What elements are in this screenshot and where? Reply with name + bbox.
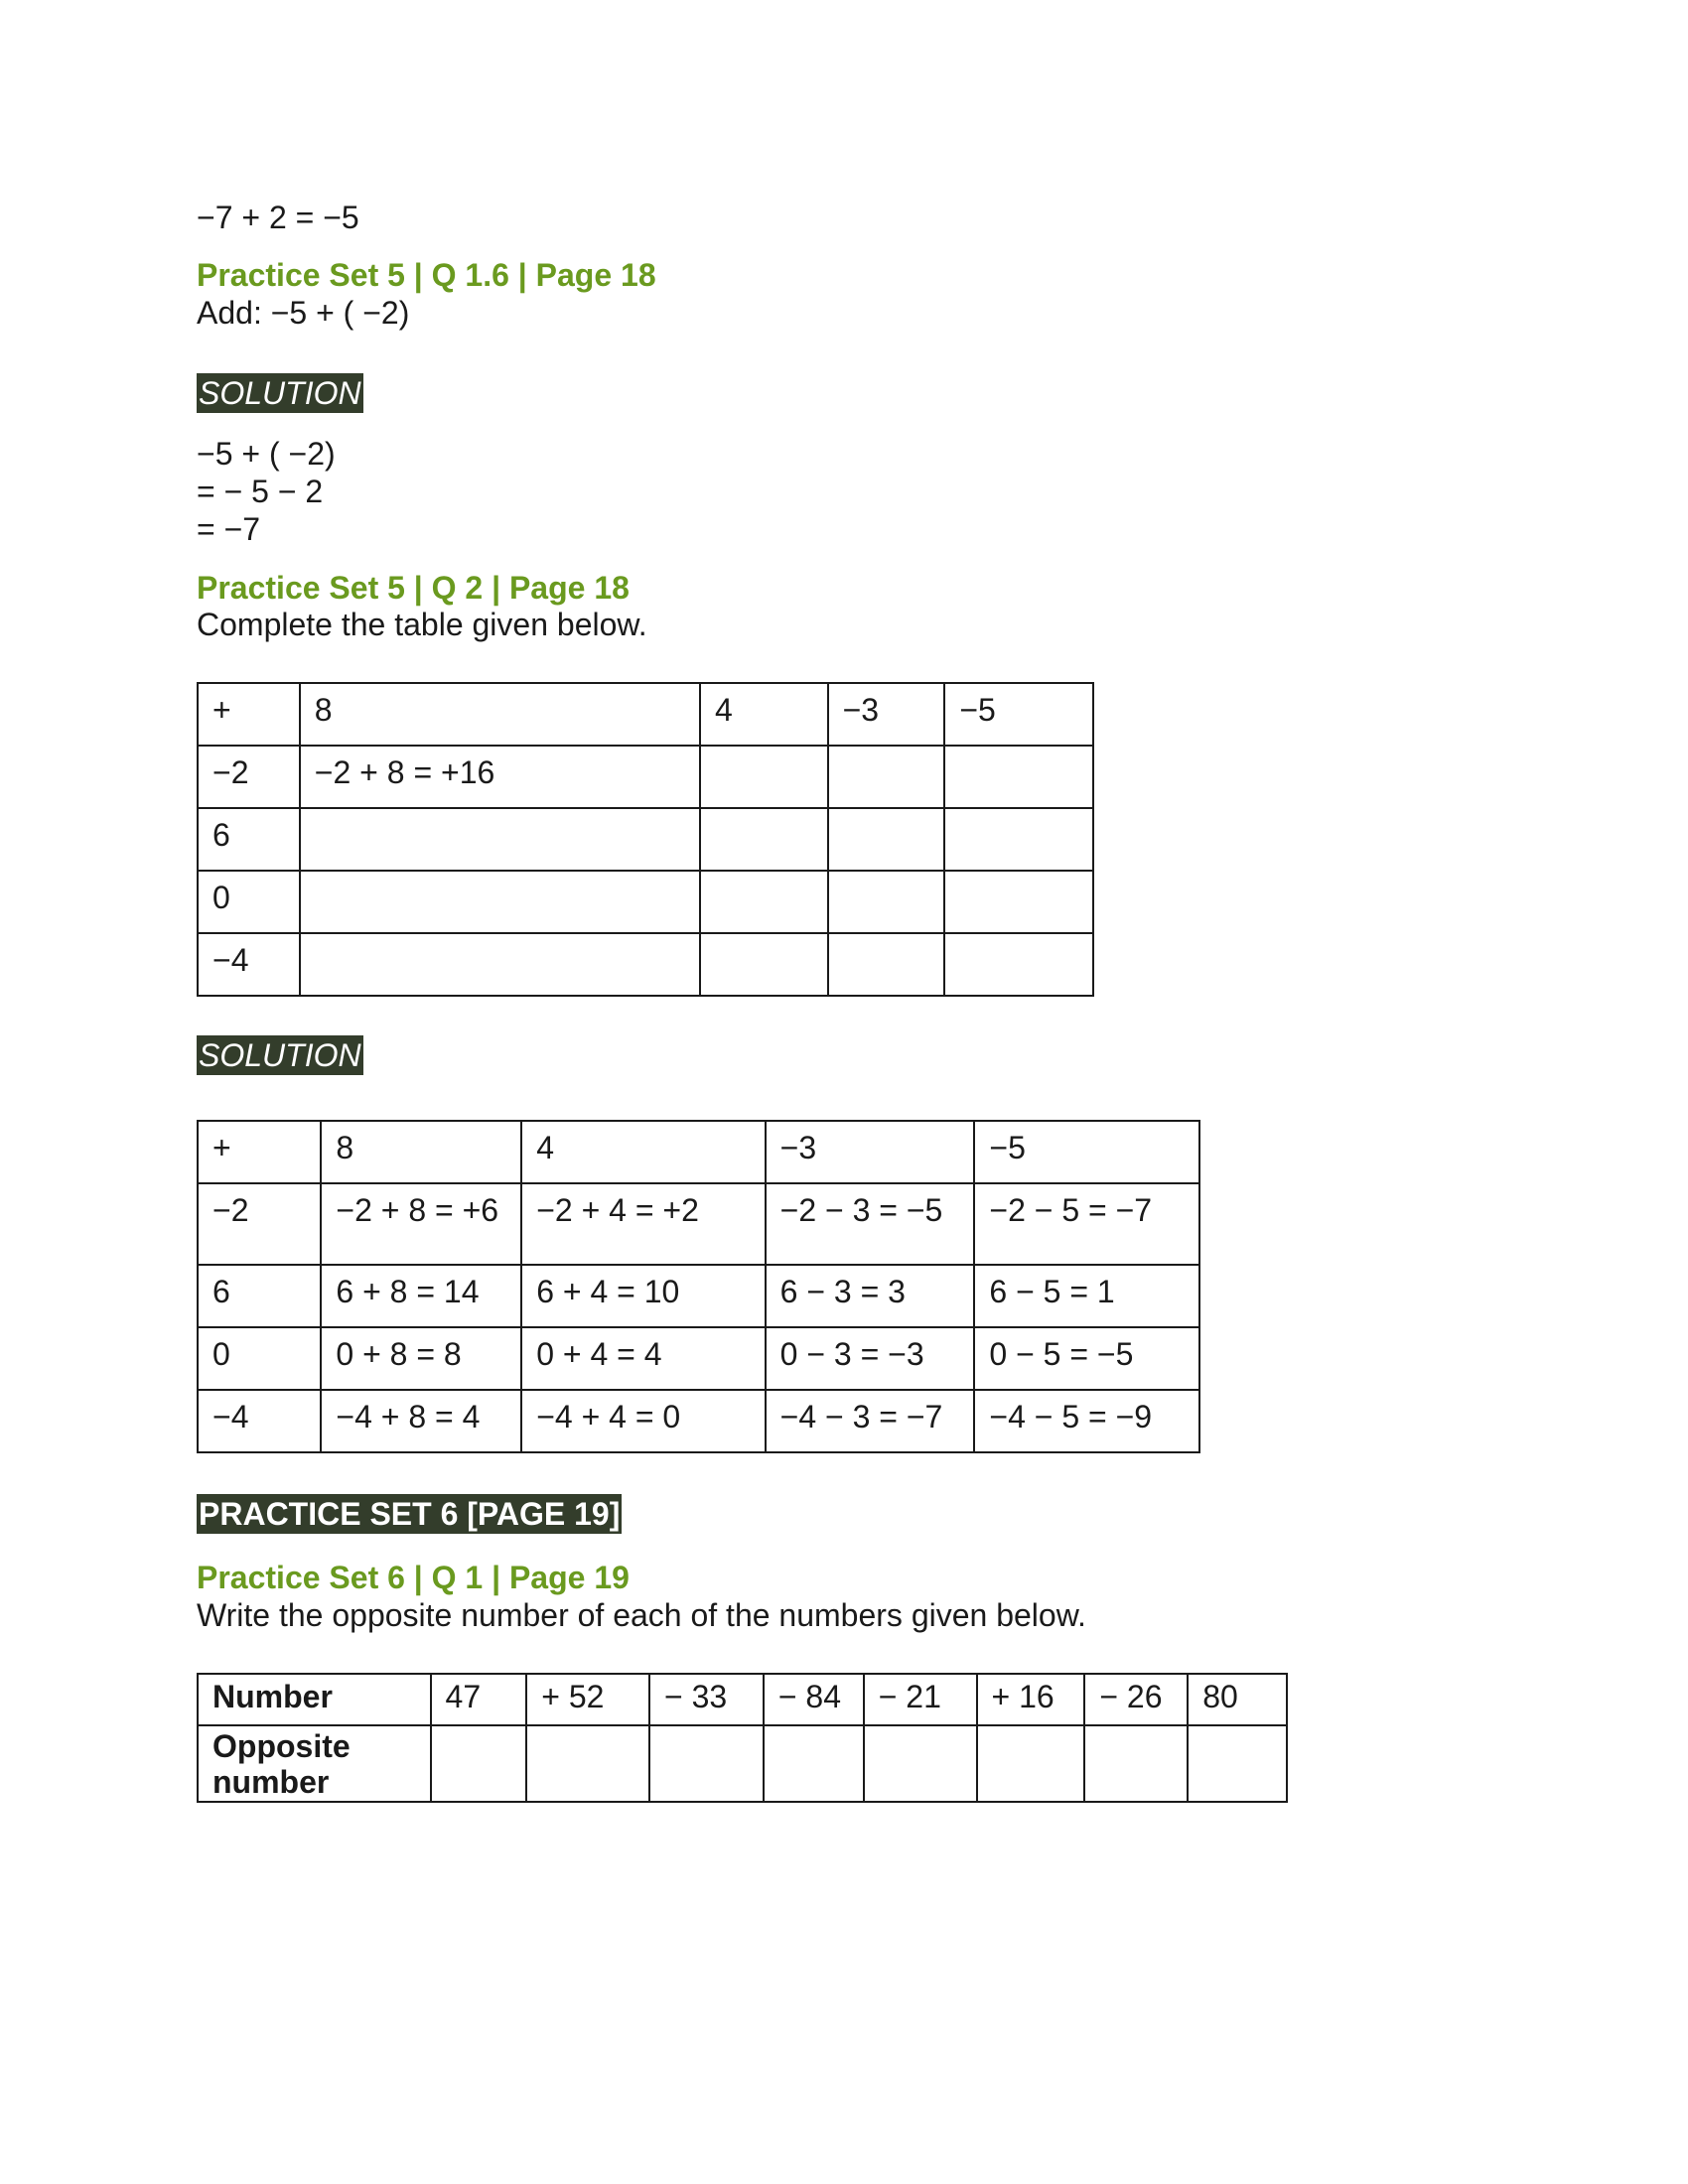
table-cell [526,1725,649,1802]
table-cell: −2 − 5 = −7 [974,1183,1199,1265]
table-row [198,808,1093,871]
table-cell: − 26 [1084,1674,1188,1725]
table-cell: − 84 [764,1674,864,1725]
table-row [198,933,1093,996]
table-row [198,871,1093,933]
table-cell [700,933,828,996]
table-cell [764,1725,864,1802]
solution-badge: SOLUTION [199,375,361,411]
table-cell [300,871,700,933]
table-row [198,1183,1199,1265]
table-row [198,1327,1199,1390]
table-cell: −2 + 8 = +16 [300,746,700,808]
table-cell: −2 + 4 = +2 [521,1183,765,1265]
question-heading: Practice Set 6 | Q 1 | Page 19 [197,1560,630,1595]
table-cell: −4 [198,1390,321,1452]
table-cell: 4 [521,1121,765,1183]
question-text: Write the opposite number of each of the numbers given below. [197,1597,1086,1633]
table-cell [300,933,700,996]
table-cell: −5 [974,1121,1199,1183]
table-cell: 8 [321,1121,521,1183]
table-cell [828,808,945,871]
table-cell: −4 − 3 = −7 [766,1390,975,1452]
table-cell: + [198,683,300,746]
question-table [197,682,1094,997]
table-cell: −4 − 5 = −9 [974,1390,1199,1452]
table-cell: 0 − 5 = −5 [974,1327,1199,1390]
table-cell: −3 [766,1121,975,1183]
table-cell: + [198,1121,321,1183]
table-cell [700,808,828,871]
table-row [198,746,1093,808]
table-cell: 6 + 8 = 14 [321,1265,521,1327]
solution-step: −5 + ( −2) [197,436,336,472]
previous-answer-line: −7 + 2 = −5 [197,200,359,235]
table-row [198,1725,1287,1802]
table-cell [828,933,945,996]
table-cell [977,1725,1085,1802]
table-cell: −4 [198,933,300,996]
table-cell: 0 − 3 = −3 [766,1327,975,1390]
table-cell: − 21 [864,1674,977,1725]
solution-step: = − 5 − 2 [197,474,324,509]
table-row [198,1390,1199,1452]
table-cell: 8 [300,683,700,746]
table-cell [864,1725,977,1802]
table-cell: 80 [1188,1674,1287,1725]
opposite-number-table [197,1673,1288,1803]
table-cell [300,808,700,871]
table-cell [944,746,1093,808]
table-cell [1188,1725,1287,1802]
table-cell [828,871,945,933]
solution-step: = −7 [197,511,261,547]
table-cell [700,871,828,933]
table-row [198,683,1093,746]
table-cell: Number [198,1674,431,1725]
table-cell [944,871,1093,933]
table-cell: −2 + 8 = +6 [321,1183,521,1265]
table-cell [649,1725,764,1802]
table-cell: Opposite number [198,1725,431,1802]
table-cell: + 16 [977,1674,1085,1725]
solution-badge: SOLUTION [199,1037,361,1073]
solution-table [197,1120,1200,1453]
table-cell: + 52 [526,1674,649,1725]
table-cell: −2 [198,746,300,808]
table-cell: 0 [198,871,300,933]
table-cell [431,1725,527,1802]
table-cell [944,808,1093,871]
table-cell: 6 [198,1265,321,1327]
table-cell: −2 [198,1183,321,1265]
table-row [198,1674,1287,1725]
table-cell [1084,1725,1188,1802]
table-cell: 47 [431,1674,527,1725]
practice-set-badge: PRACTICE SET 6 [PAGE 19] [199,1496,621,1532]
table-cell: −4 + 8 = 4 [321,1390,521,1452]
table-cell [700,746,828,808]
table-row [198,1265,1199,1327]
table-cell: −2 − 3 = −5 [766,1183,975,1265]
table-cell: −4 + 4 = 0 [521,1390,765,1452]
table-cell [828,746,945,808]
table-cell: 4 [700,683,828,746]
table-cell: 6 − 3 = 3 [766,1265,975,1327]
table-cell: − 33 [649,1674,764,1725]
question-heading: Practice Set 5 | Q 1.6 | Page 18 [197,257,656,293]
question-text: Complete the table given below. [197,607,647,642]
table-cell: 0 + 8 = 8 [321,1327,521,1390]
table-cell: 0 + 4 = 4 [521,1327,765,1390]
table-cell: −5 [944,683,1093,746]
table-cell: −3 [828,683,945,746]
table-cell: 6 − 5 = 1 [974,1265,1199,1327]
question-heading: Practice Set 5 | Q 2 | Page 18 [197,570,630,606]
table-row [198,1121,1199,1183]
table-cell: 6 [198,808,300,871]
table-cell: 6 + 4 = 10 [521,1265,765,1327]
question-text: Add: −5 + ( −2) [197,295,410,331]
table-cell [944,933,1093,996]
table-cell: 0 [198,1327,321,1390]
